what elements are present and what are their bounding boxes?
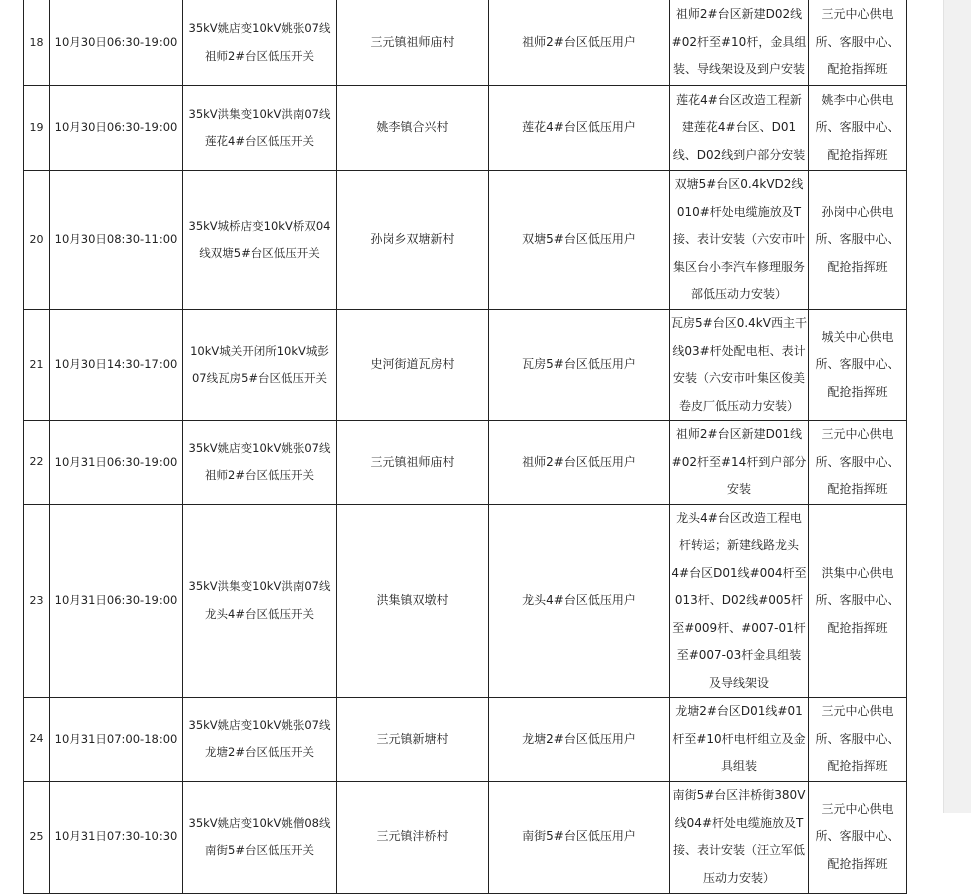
responsible-unit: 三元中心供电所、客服中心、配抢指挥班: [809, 421, 907, 505]
responsible-unit: 姚李中心供电所、客服中心、配抢指挥班: [809, 86, 907, 171]
outage-line: 10kV城关开闭所10kV城彭07线瓦房5#台区低压开关: [183, 310, 337, 421]
outage-area: 三元镇祖师庙村: [337, 421, 489, 505]
work-content: 南街5#台区沣桥街380V线04#杆处电缆施放及T接、表计安装（汪立军低压动力安装）: [670, 781, 809, 893]
work-content: 祖师2#台区新建D01线#02杆至#14杆到户部分安装: [670, 421, 809, 505]
outage-line: 35kV姚店变10kV姚僧08线南街5#台区低压开关: [183, 781, 337, 893]
affected-users: 南街5#台区低压用户: [489, 781, 670, 893]
outage-area: 史河街道瓦房村: [337, 310, 489, 421]
outage-time: 10月31日07:00-18:00: [50, 698, 183, 782]
row-number: 21: [24, 310, 50, 421]
responsible-unit: 城关中心供电所、客服中心、配抢指挥班: [809, 310, 907, 421]
outage-time: 10月30日14:30-17:00: [50, 310, 183, 421]
table-row: [24, 781, 907, 893]
work-content: 祖师2#台区新建D02线#02杆至#10杆，金具组装、导线架设及到户安装: [670, 0, 809, 86]
responsible-unit: 三元中心供电所、客服中心、配抢指挥班: [809, 698, 907, 782]
responsible-unit: 洪集中心供电所、客服中心、配抢指挥班: [809, 504, 907, 698]
row-number: 25: [24, 781, 50, 893]
outage-line: 35kV洪集变10kV洪南07线莲花4#台区低压开关: [183, 86, 337, 171]
outage-area: 姚李镇合兴村: [337, 86, 489, 171]
table-row: [24, 504, 907, 698]
outage-time: 10月30日06:30-19:00: [50, 86, 183, 171]
outage-line: 35kV姚店变10kV姚张07线祖师2#台区低压开关: [183, 0, 337, 86]
outage-time: 10月31日06:30-19:00: [50, 504, 183, 698]
outage-time: 10月31日07:30-10:30: [50, 781, 183, 893]
responsible-unit: 孙岗中心供电所、客服中心、配抢指挥班: [809, 171, 907, 310]
work-content: 龙塘2#台区D01线#01杆至#10杆电杆组立及金具组装: [670, 698, 809, 782]
outage-line: 35kV城桥店变10kV桥双04线双塘5#台区低压开关: [183, 171, 337, 310]
row-number: 18: [24, 0, 50, 86]
outage-schedule-table: [23, 0, 907, 894]
outage-area: 三元镇新塘村: [337, 698, 489, 782]
outage-time: 10月30日08:30-11:00: [50, 171, 183, 310]
outage-time: 10月31日06:30-19:00: [50, 421, 183, 505]
outage-time: 10月30日06:30-19:00: [50, 0, 183, 86]
table-row: [24, 171, 907, 310]
outage-line: 35kV姚店变10kV姚张07线龙塘2#台区低压开关: [183, 698, 337, 782]
affected-users: 龙头4#台区低压用户: [489, 504, 670, 698]
outage-area: 洪集镇双墩村: [337, 504, 489, 698]
responsible-unit: 三元中心供电所、客服中心、配抢指挥班: [809, 0, 907, 86]
work-content: 龙头4#台区改造工程电杆转运；新建线路龙头4#台区D01线#004杆至013杆、D02线#005杆至#009杆、#007-01杆至#007-03杆金具组装及导线架设: [670, 504, 809, 698]
affected-users: 龙塘2#台区低压用户: [489, 698, 670, 782]
table-row: [24, 698, 907, 782]
outage-area: 三元镇沣桥村: [337, 781, 489, 893]
affected-users: 祖师2#台区低压用户: [489, 0, 670, 86]
work-content: 瓦房5#台区0.4kV西主干线03#杆处配电柜、表计安装（六安市叶集区俊美卷皮厂低压动力安装）: [670, 310, 809, 421]
table-row: [24, 86, 907, 171]
affected-users: 祖师2#台区低压用户: [489, 421, 670, 505]
row-number: 19: [24, 86, 50, 171]
outage-line: 35kV洪集变10kV洪南07线龙头4#台区低压开关: [183, 504, 337, 698]
vertical-scrollbar[interactable]: [943, 0, 971, 813]
row-number: 20: [24, 171, 50, 310]
responsible-unit: 三元中心供电所、客服中心、配抢指挥班: [809, 781, 907, 893]
table-row: [24, 0, 907, 86]
row-number: 23: [24, 504, 50, 698]
row-number: 24: [24, 698, 50, 782]
affected-users: 瓦房5#台区低压用户: [489, 310, 670, 421]
table-row: [24, 310, 907, 421]
table-row: [24, 421, 907, 505]
affected-users: 双塘5#台区低压用户: [489, 171, 670, 310]
outage-area: 孙岗乡双塘新村: [337, 171, 489, 310]
outage-area: 三元镇祖师庙村: [337, 0, 489, 86]
scrollbar-thumb[interactable]: [953, 0, 963, 813]
row-number: 22: [24, 421, 50, 505]
work-content: 双塘5#台区0.4kVD2线010#杆处电缆施放及T接、表计安装（六安市叶集区台小李汽车修理服务部低压动力安装）: [670, 171, 809, 310]
work-content: 莲花4#台区改造工程新建莲花4#台区、D01线、D02线到户部分安装: [670, 86, 809, 171]
affected-users: 莲花4#台区低压用户: [489, 86, 670, 171]
outage-line: 35kV姚店变10kV姚张07线祖师2#台区低压开关: [183, 421, 337, 505]
